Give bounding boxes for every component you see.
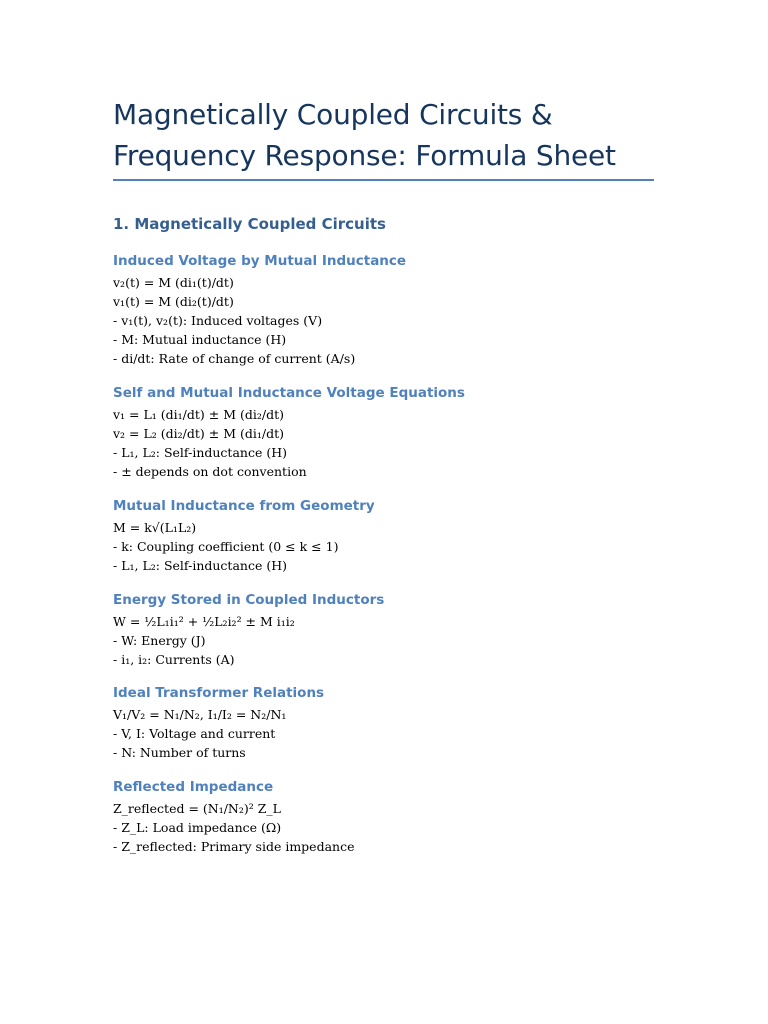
definition-line: - L₁, L₂: Self-inductance (H): [113, 558, 287, 573]
title-line-2: Frequency Response: Formula Sheet: [113, 139, 616, 172]
subsection-reflected-impedance: [113, 777, 653, 856]
definition-line: - V, I: Voltage and current: [113, 726, 276, 741]
subsection-ideal-transformer: [113, 683, 653, 762]
subsection-heading: Self and Mutual Inductance Voltage Equations: [113, 385, 465, 401]
subsection-self-mutual-voltage: [113, 383, 653, 481]
subsection-heading: Induced Voltage by Mutual Inductance: [113, 253, 407, 269]
subsection-energy-stored: [113, 590, 653, 669]
definition-line: - Z_reflected: Primary side impedance: [113, 839, 355, 854]
formula-line: M = k√(L₁L₂): [113, 520, 197, 535]
definition-line: - ± depends on dot convention: [113, 464, 307, 479]
document-title: [113, 94, 673, 176]
definition-line: - i₁, i₂: Currents (A): [113, 652, 235, 667]
subsection-heading: Energy Stored in Coupled Inductors: [113, 592, 385, 608]
definition-line: - di/dt: Rate of change of current (A/s): [113, 351, 356, 366]
formula-line: v₂ = L₂ (di₂/dt) ± M (di₁/dt): [113, 426, 284, 441]
definition-line: - L₁, L₂: Self-inductance (H): [113, 445, 287, 460]
definition-line: - N: Number of turns: [113, 745, 246, 760]
formula-line: Z_reflected = (N₁/N₂)² Z_L: [113, 801, 281, 816]
definition-line: - W: Energy (J): [113, 633, 206, 648]
subsection-heading: Reflected Impedance: [113, 779, 274, 795]
subsection-induced-voltage: [113, 251, 653, 368]
formula-line: v₁ = L₁ (di₁/dt) ± M (di₂/dt): [113, 407, 284, 422]
definition-line: - k: Coupling coefficient (0 ≤ k ≤ 1): [113, 539, 339, 554]
title-underline-divider: [113, 179, 654, 181]
formula-line: W = ½L₁i₁² + ½L₂i₂² ± M i₁i₂: [113, 614, 295, 629]
formula-line: v₂(t) = M (di₁(t)/dt): [113, 275, 234, 290]
definition-line: - M: Mutual inductance (H): [113, 332, 287, 347]
section-heading-magnetically-coupled-circuits: 1. Magnetically Coupled Circuits: [113, 215, 386, 233]
subsection-heading: Mutual Inductance from Geometry: [113, 498, 375, 514]
definition-line: - v₁(t), v₂(t): Induced voltages (V): [113, 313, 323, 328]
subsection-heading: Ideal Transformer Relations: [113, 685, 325, 701]
formula-line: v₁(t) = M (di₂(t)/dt): [113, 294, 234, 309]
title-line-1: Magnetically Coupled Circuits &: [113, 98, 553, 131]
definition-line: - Z_L: Load impedance (Ω): [113, 820, 282, 835]
subsection-mutual-inductance-geometry: [113, 496, 653, 575]
formula-line: V₁/V₂ = N₁/N₂, I₁/I₂ = N₂/N₁: [113, 707, 287, 722]
